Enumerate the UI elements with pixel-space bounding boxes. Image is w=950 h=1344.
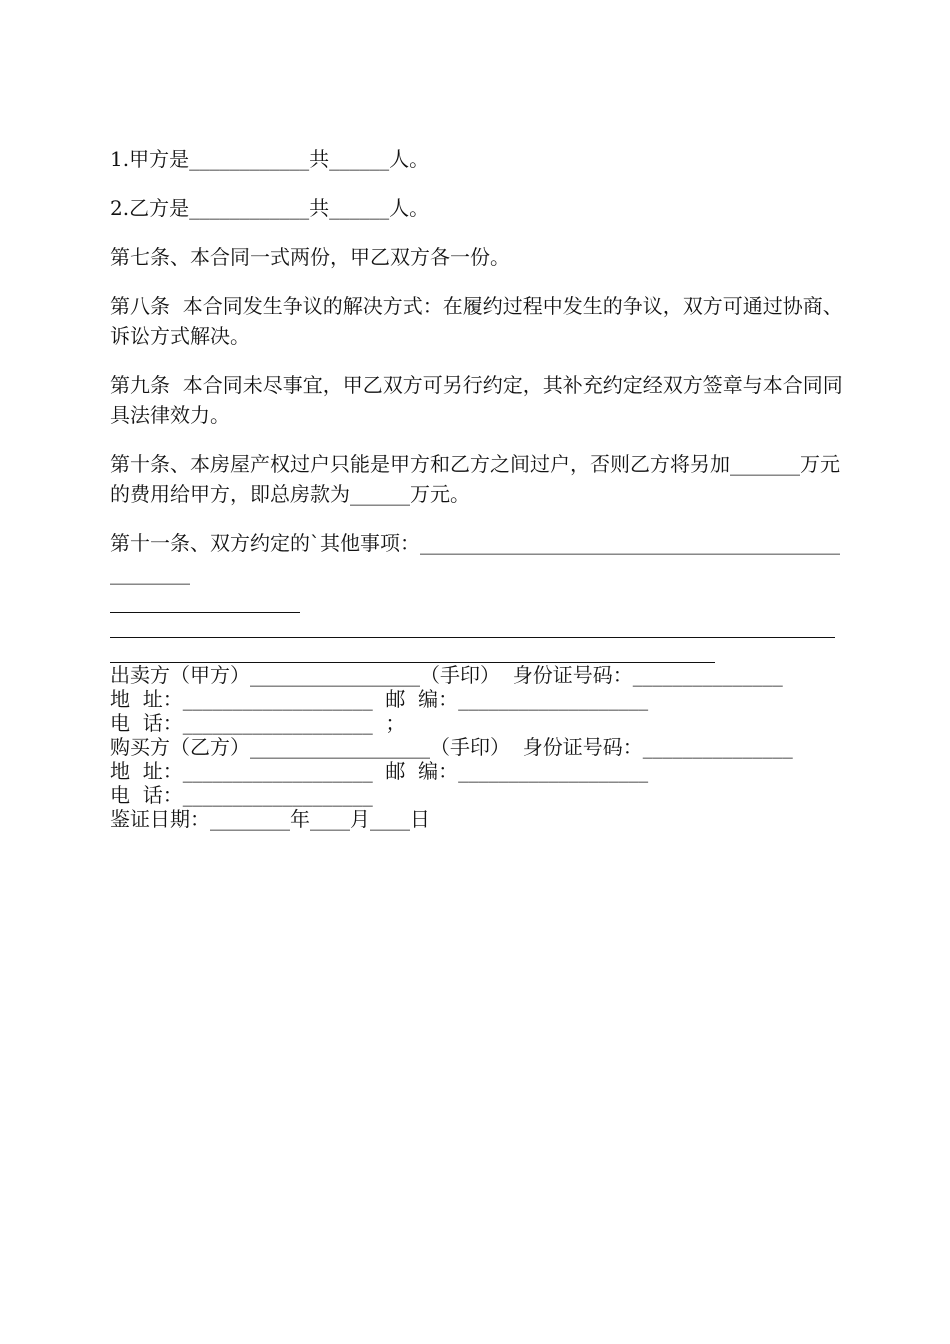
clause-9: 第九条 本合同未尽事宜，甲乙双方可另行约定，其补充约定经双方签章与本合同同具法律效力。 xyxy=(110,373,843,427)
buyer-phone-line: 电 话：___________________ xyxy=(110,783,373,807)
seller-address-line: 地 址：___________________ 邮 编：___________________ xyxy=(110,687,649,711)
clause-party-a-count: 1.甲方是____________共______人。 xyxy=(110,147,430,171)
clause-11: 第十一条、双方约定的`其他事项：__________________________________________________ xyxy=(110,531,840,585)
clause-10: 第十条、本房屋产权过户只能是甲方和乙方之间过户，否则乙方将另加_______万元的费用给甲方，即总房款为______万元。 xyxy=(110,452,840,506)
buyer-address-line: 地 址：___________________ 邮 编：___________________ xyxy=(110,759,649,783)
seller-phone-line: 电 话：___________________ ； xyxy=(110,711,406,735)
clause-party-b-count: 2.乙方是____________共______人。 xyxy=(110,196,430,220)
clause-7: 第七条、本合同一式两份，甲乙双方各一份。 xyxy=(110,245,510,269)
other-items-blank-line-3 xyxy=(110,638,715,663)
seller-signature-line: 出卖方（甲方）_________________（手印） 身份证号码：_______________ xyxy=(110,663,783,687)
other-items-blank-line-1 xyxy=(110,588,300,613)
clause-8: 第八条 本合同发生争议的解决方式：在履约过程中发生的争议，双方可通过协商、诉讼方式解决。 xyxy=(110,294,843,348)
buyer-signature-line: 购买方（乙方）__________________（手印） 身份证号码：_______________ xyxy=(110,735,793,759)
other-items-blank-line-2 xyxy=(110,613,835,638)
verification-date-line: 鉴证日期：________年____月____日 xyxy=(110,807,430,831)
document-body xyxy=(110,144,845,831)
